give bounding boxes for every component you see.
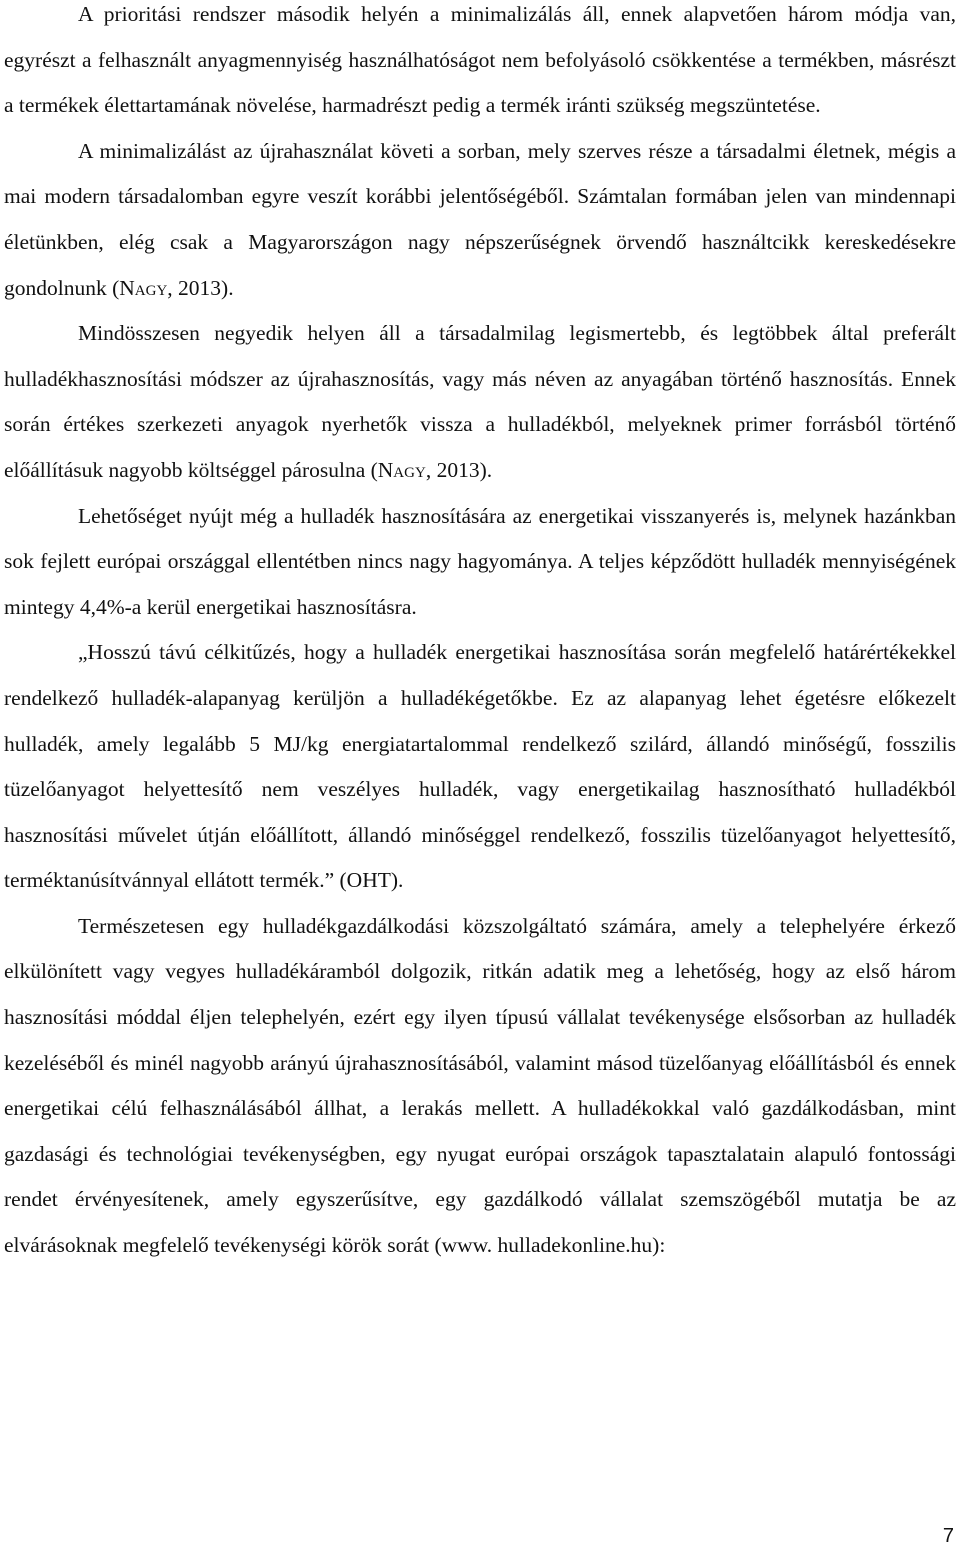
paragraph-quote-oht: „Hosszú távú célkitűzés, hogy a hulladék energetikai hasznosítása során megfelelő határértékekkel rendelkező hulladék-alapanyag kerüljön a hulladékégetőkbe. Ez az alapanyag lehet égetésre előkezelt hulladék, amely legalább 5 MJ/kg energiatartalommal rendelkező szilárd, állandó minőségű, fosszilis tüzelőanyagot helyettesítő nem veszélyes hulladék, vagy energetikailag hasznosítható hulladékból hasznosítási művelet útján előállított, állandó minőséggel rendelkező, fosszilis tüzelőanyagot helyettesítő, terméktanúsítvánnyal ellátott termék.” (OHT). bbox=[4, 640, 956, 893]
paragraph-public-service: Természetesen egy hulladékgazdálkodási közszolgáltató számára, amely a telephelyére érkező elkülönített vagy vegyes hulladékáramból dolgozik, ritkán adatik meg a lehetőség, hogy az első három hasznosítási móddal éljen telephelyén, ezért egy ilyen típusú vállalat tevékenysége elsősorban az hulladék kezeléséből és minél nagyobb arányú újrahasznosításából, valamint másod tüzelőanyag előállításból és ennek energetikai célú felhasználásából állhat, a lerakás mellett. A hulladékokkal való gazdálkodásban, mint gazdasági és technológiai tevékenységben, egy nyugat európai országok tapasztalatain alapuló fontossági rendet érvényesítenek, amely egyszerűsítve, egy gazdálkodó vállalat szemszögéből mutatja be az elvárásoknak megfelelő tevékenységi körök sorát (www. hulladekonline.hu): bbox=[4, 913, 956, 1258]
paragraph-reuse bbox=[4, 129, 956, 311]
paragraph-energy-recovery: Lehetőséget nyújt még a hulladék hasznosítására az energetikai visszanyerés is, melynek hazánkban sok fejlett európai országgal ellentétben nincs nagy hagyománya. A teljes képződött hulladék mennyiségének mintegy 4,4%-a kerül energetikai hasznosításra. bbox=[4, 503, 956, 619]
citation-author: Nagy bbox=[377, 457, 426, 482]
citation-year: , 2013). bbox=[425, 457, 493, 482]
document-page bbox=[4, 0, 956, 1269]
paragraph-minimization: A prioritási rendszer második helyén a minimalizálás áll, ennek alapvetően három módja van, egyrészt a felhasznált anyagmennyiség használhatóságot nem befolyásoló csökkentése a termékben, másrészt a termékek élettartamának növelése, harmadrészt pedig a termék iránti szükség megszüntetése. bbox=[4, 2, 956, 118]
paragraph-recycling-text: Mindösszesen negyedik helyen áll a társadalmilag legismertebb, és legtöbbek által preferált hulladékhasznosítási módszer az újrahasznosítás, vagy más néven az anyagában történő hasznosítás. Ennek során értékes szerkezeti anyagok nyerhetők vissza a hulladékból, melyeknek primer forrásból történő előállításuk nagyobb költséggel párosulna ( bbox=[4, 321, 956, 482]
paragraph-recycling bbox=[4, 311, 956, 493]
citation-author: Nagy bbox=[119, 275, 168, 300]
page-number: 7 bbox=[942, 1525, 954, 1547]
citation-year: , 2013). bbox=[167, 275, 234, 300]
paragraph-reuse-text: A minimalizálást az újrahasználat követi a sorban, mely szerves része a társadalmi életnek, mégis a mai modern társadalomban egyre veszít korábbi jelentőségéből. Számtalan formában jelen van mindennapi életünkben, elég csak a Magyarországon nagy népszerűségnek örvendő használtcikk kereskedésekre gondolnunk ( bbox=[4, 138, 956, 300]
